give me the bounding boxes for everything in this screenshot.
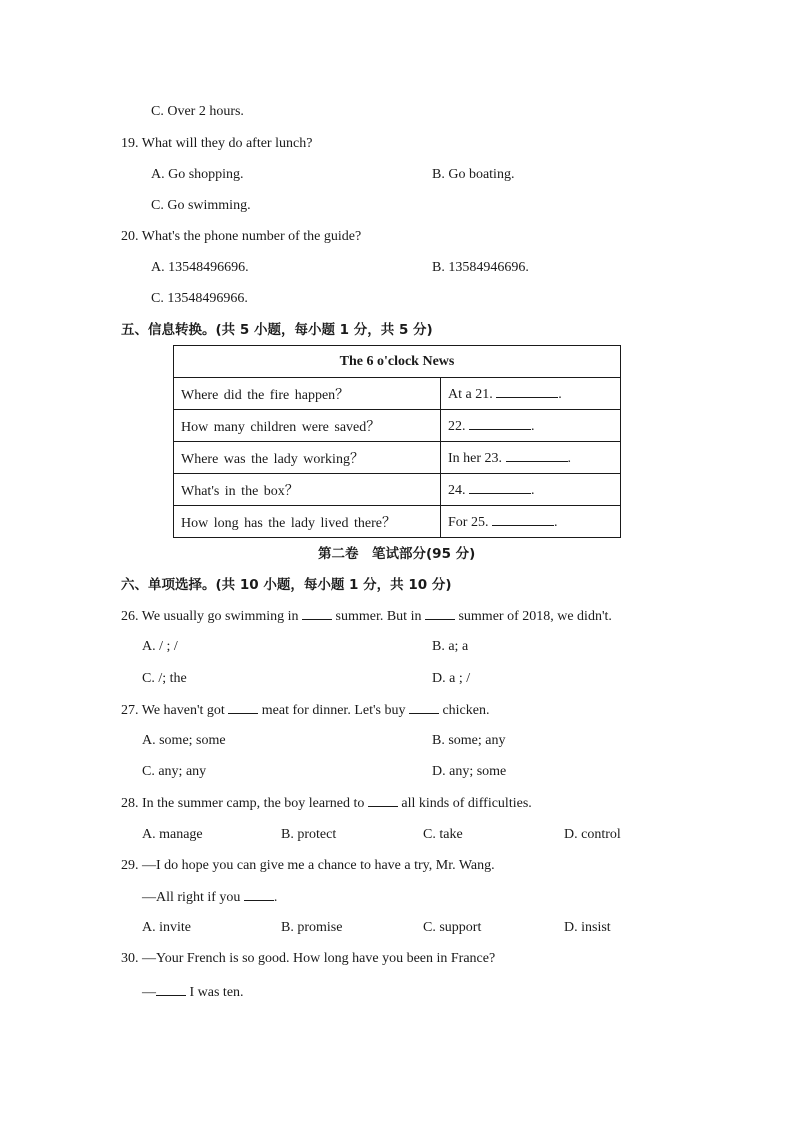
answer-blank-23 xyxy=(506,449,568,462)
q28-option-c: C. take xyxy=(423,827,463,842)
q27-option-b: B. some; any xyxy=(432,733,506,748)
q29-line-2 xyxy=(142,888,277,907)
q19-option-b: B. Go boating. xyxy=(432,167,515,182)
q27-option-d: D. any; some xyxy=(432,764,507,779)
q26-blank-2 xyxy=(425,607,455,620)
q27-text-3: chicken. xyxy=(442,703,490,718)
q29-option-d: D. insist xyxy=(564,920,611,935)
q29-option-c: C. support xyxy=(423,920,482,935)
table-answer xyxy=(441,410,621,442)
table-answer xyxy=(441,378,621,410)
table-answer xyxy=(441,474,621,506)
q28-text-2: all kinds of difficulties. xyxy=(401,796,532,811)
q30-blank xyxy=(156,983,186,996)
answer-label: At a 21. xyxy=(448,386,493,402)
section6-heading: 六、单项选择。(共 10 小题，每小题 1 分，共 10 分) xyxy=(121,577,452,593)
news-info-table xyxy=(173,345,621,538)
table-question: Where was the lady working？ xyxy=(174,442,441,474)
answer-period: . xyxy=(531,482,535,498)
q29-line-1: 29. —I do hope you can give me a chance to have a try, Mr. Wang. xyxy=(121,858,495,873)
answer-label: For 25. xyxy=(448,514,489,530)
q26-stem xyxy=(121,607,612,626)
q27-text-2: meat for dinner. Let's buy xyxy=(261,703,406,718)
q29-option-b: B. promise xyxy=(281,920,343,935)
q27-text-1: 27. We haven't got xyxy=(121,703,225,718)
table-row xyxy=(174,506,621,538)
answer-period: . xyxy=(553,514,558,530)
answer-period: . xyxy=(567,450,572,466)
q19-option-c: C. Go swimming. xyxy=(151,198,251,213)
q26-option-d: D. a ; / xyxy=(432,671,471,686)
answer-label: 22. xyxy=(448,418,466,434)
q26-blank-1 xyxy=(302,607,332,620)
answer-blank-22 xyxy=(469,417,531,430)
table-row xyxy=(174,474,621,506)
answer-blank-24 xyxy=(469,481,531,494)
q27-option-a: A. some; some xyxy=(142,733,226,748)
q20-option-a: A. 13548496696. xyxy=(151,260,249,275)
table-title: The 6 o'clock News xyxy=(174,346,621,378)
q20-option-b: B. 13584946696. xyxy=(432,260,529,275)
answer-blank-21 xyxy=(496,385,558,398)
table-question: Where did the fire happen？ xyxy=(174,378,441,410)
table-question: What's in the box？ xyxy=(174,474,441,506)
q27-blank-1 xyxy=(228,701,258,714)
q30-text-1: — xyxy=(142,985,156,1000)
q26-text-2: summer. But in xyxy=(335,609,422,624)
section5-heading: 五、信息转换。(共 5 小题，每小题 1 分，共 5 分) xyxy=(121,322,433,338)
q26-option-b: B. a; a xyxy=(432,639,469,654)
part2-heading: 第二卷 笔试部分(95 分) xyxy=(318,546,476,562)
answer-period: . xyxy=(531,418,535,434)
answer-label: In her 23. xyxy=(448,450,503,466)
q27-option-c: C. any; any xyxy=(142,764,207,779)
q19-stem: 19. What will they do after lunch? xyxy=(121,136,313,151)
q28-option-a: A. manage xyxy=(142,827,203,842)
table-answer xyxy=(441,506,621,538)
q26-text-1: 26. We usually go swimming in xyxy=(121,609,299,624)
q29-text-2: . xyxy=(273,890,278,905)
q29-option-a: A. invite xyxy=(142,920,191,935)
q27-stem xyxy=(121,701,489,720)
q28-text-1: 28. In the summer camp, the boy learned to xyxy=(121,796,365,811)
q30-line-2 xyxy=(142,983,244,1002)
q20-stem: 20. What's the phone number of the guide? xyxy=(121,229,362,244)
answer-label: 24. xyxy=(448,482,466,498)
q20-option-c: C. 13548496966. xyxy=(151,291,248,306)
table-question: How many children were saved？ xyxy=(174,410,441,442)
table-row xyxy=(174,442,621,474)
table-question: How long has the lady lived there？ xyxy=(174,506,441,538)
q30-line-1: 30. —Your French is so good. How long have you been in France? xyxy=(121,951,496,966)
q26-text-3: summer of 2018, we didn't. xyxy=(458,609,612,624)
q29-blank xyxy=(244,888,274,901)
q27-blank-2 xyxy=(409,701,439,714)
answer-blank-25 xyxy=(492,513,554,526)
q28-blank xyxy=(368,794,398,807)
q26-option-c: C. /; the xyxy=(142,671,187,686)
q30-text-2: I was ten. xyxy=(189,985,244,1000)
table-answer xyxy=(441,442,621,474)
q26-option-a: A. / ; / xyxy=(142,639,178,654)
q18-option-c: C. Over 2 hours. xyxy=(151,104,244,119)
table-row xyxy=(174,410,621,442)
answer-period: . xyxy=(558,386,562,402)
q28-stem xyxy=(121,794,532,813)
q19-option-a: A. Go shopping. xyxy=(151,167,244,182)
q28-option-d: D. control xyxy=(564,827,621,842)
q29-text-1: —All right if you xyxy=(142,890,241,905)
table-row xyxy=(174,378,621,410)
q28-option-b: B. protect xyxy=(281,827,337,842)
